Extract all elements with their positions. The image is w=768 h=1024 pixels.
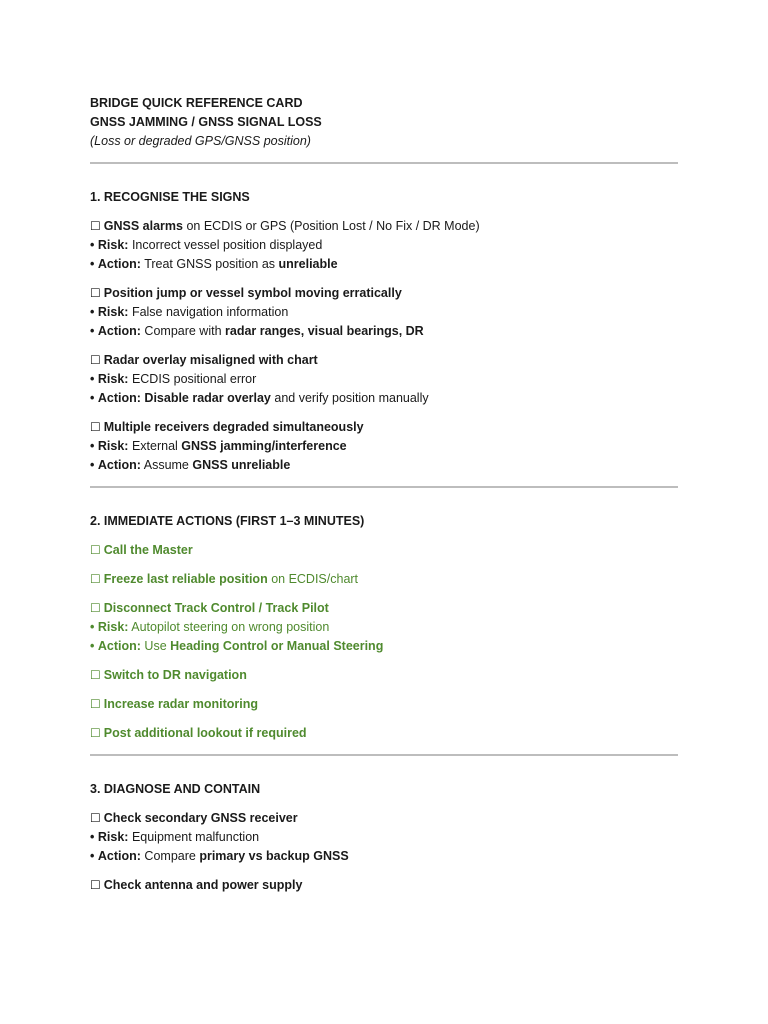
action-line <box>90 456 678 475</box>
checklist-item <box>90 217 678 274</box>
check-text: Check secondary GNSS receiver <box>103 811 298 825</box>
check-text: on ECDIS or GPS (Position Lost / No Fix / DR Mode) <box>182 219 480 233</box>
check-text: Multiple receivers degraded simultaneously <box>103 420 364 434</box>
action-text: Heading Control or Manual Steering <box>170 639 384 653</box>
action-line <box>90 322 678 341</box>
action-text: unreliable <box>278 257 338 271</box>
check-text: Increase radar monitoring <box>103 697 258 711</box>
bullet-icon: • <box>90 830 95 844</box>
risk-text: GNSS jamming/interference <box>181 439 347 453</box>
risk-text: Incorrect vessel position displayed <box>131 238 323 252</box>
checkbox-icon: ☐ <box>90 668 101 682</box>
checkbox-icon: ☐ <box>90 572 101 586</box>
checkbox-icon: ☐ <box>90 353 101 367</box>
risk-label: Risk: <box>97 372 129 386</box>
action-label: Action: <box>97 639 141 653</box>
card-description: (Loss or degraded GPS/GNSS position) <box>90 134 311 148</box>
bullet-icon: • <box>90 372 95 386</box>
checkbox-icon: ☐ <box>90 543 101 557</box>
check-line <box>90 418 678 437</box>
check-line <box>90 724 678 743</box>
card-title: BRIDGE QUICK REFERENCE CARD <box>90 96 303 110</box>
action-text: Assume <box>143 458 193 472</box>
checklist-item <box>90 284 678 341</box>
risk-line <box>90 236 678 255</box>
check-text: GNSS alarms <box>103 219 183 233</box>
bullet-icon: • <box>90 639 95 653</box>
check-line <box>90 599 678 618</box>
risk-text: Autopilot steering on wrong position <box>131 620 330 634</box>
action-line <box>90 847 678 866</box>
check-text: Position jump or vessel symbol moving erratically <box>103 286 402 300</box>
risk-line <box>90 828 678 847</box>
section-1-items <box>90 217 678 475</box>
risk-line <box>90 437 678 456</box>
checklist-item <box>90 666 678 685</box>
check-text: Radar overlay misaligned with chart <box>103 353 318 367</box>
risk-text: External <box>131 439 182 453</box>
action-line <box>90 389 678 408</box>
action-text: primary vs backup GNSS <box>199 849 349 863</box>
risk-label: Risk: <box>97 439 129 453</box>
bullet-icon: • <box>90 458 95 472</box>
checklist-item <box>90 570 678 589</box>
checkbox-icon: ☐ <box>90 286 101 300</box>
action-label: Action: <box>97 324 141 338</box>
risk-line <box>90 618 678 637</box>
check-line <box>90 351 678 370</box>
checklist-item <box>90 351 678 408</box>
checklist-item <box>90 599 678 656</box>
risk-line <box>90 303 678 322</box>
check-text: Check antenna and power supply <box>103 878 303 892</box>
checklist-item <box>90 876 678 895</box>
risk-text: ECDIS positional error <box>131 372 257 386</box>
checkbox-icon: ☐ <box>90 420 101 434</box>
checkbox-icon: ☐ <box>90 601 101 615</box>
checkbox-icon: ☐ <box>90 697 101 711</box>
action-text: Compare <box>144 849 200 863</box>
section-2-title: 2. IMMEDIATE ACTIONS (FIRST 1–3 MINUTES) <box>90 514 365 528</box>
bullet-icon: • <box>90 620 95 634</box>
check-line <box>90 666 678 685</box>
reference-card <box>90 94 678 905</box>
action-text: Use <box>144 639 171 653</box>
action-text: Disable radar overlay <box>144 391 271 405</box>
bullet-icon: • <box>90 238 95 252</box>
action-label: Action: <box>97 849 141 863</box>
action-text: radar ranges, visual bearings, DR <box>225 324 424 338</box>
check-text: Switch to DR navigation <box>103 668 247 682</box>
checklist-item <box>90 695 678 714</box>
action-label: Action: <box>97 458 141 472</box>
section-3-items <box>90 809 678 895</box>
action-text: and verify position manually <box>270 391 429 405</box>
action-label: Action: <box>97 391 141 405</box>
check-line <box>90 876 678 895</box>
bullet-icon: • <box>90 324 95 338</box>
bullet-icon: • <box>90 391 95 405</box>
checklist-item <box>90 541 678 560</box>
card-subtitle: GNSS JAMMING / GNSS SIGNAL LOSS <box>90 115 322 129</box>
section-1-title: 1. RECOGNISE THE SIGNS <box>90 190 250 204</box>
action-line <box>90 637 678 656</box>
risk-label: Risk: <box>97 830 129 844</box>
section-3-title: 3. DIAGNOSE AND CONTAIN <box>90 782 261 796</box>
action-text: GNSS unreliable <box>192 458 291 472</box>
bullet-icon: • <box>90 257 95 271</box>
bullet-icon: • <box>90 305 95 319</box>
check-text: on ECDIS/chart <box>267 572 359 586</box>
check-line <box>90 541 678 560</box>
check-line <box>90 570 678 589</box>
checklist-item <box>90 724 678 743</box>
checkbox-icon: ☐ <box>90 726 101 740</box>
check-text: Call the Master <box>103 543 193 557</box>
risk-label: Risk: <box>97 620 129 634</box>
action-label: Action: <box>97 257 141 271</box>
action-line <box>90 255 678 274</box>
checklist-item <box>90 809 678 866</box>
risk-label: Risk: <box>97 238 129 252</box>
check-line <box>90 695 678 714</box>
risk-text: False navigation information <box>131 305 289 319</box>
check-line <box>90 809 678 828</box>
risk-text: Equipment malfunction <box>131 830 260 844</box>
section-2-items <box>90 541 678 743</box>
bullet-icon: • <box>90 849 95 863</box>
checklist-item <box>90 418 678 475</box>
checkbox-icon: ☐ <box>90 878 101 892</box>
check-text: Post additional lookout if required <box>103 726 307 740</box>
check-line <box>90 217 678 236</box>
check-line <box>90 284 678 303</box>
risk-label: Risk: <box>97 305 129 319</box>
check-text: Freeze last reliable position <box>103 572 268 586</box>
action-text: Compare with <box>144 324 226 338</box>
checkbox-icon: ☐ <box>90 219 101 233</box>
check-text: Disconnect Track Control / Track Pilot <box>103 601 329 615</box>
risk-line <box>90 370 678 389</box>
bullet-icon: • <box>90 439 95 453</box>
action-text: Treat GNSS position as <box>144 257 279 271</box>
checkbox-icon: ☐ <box>90 811 101 825</box>
